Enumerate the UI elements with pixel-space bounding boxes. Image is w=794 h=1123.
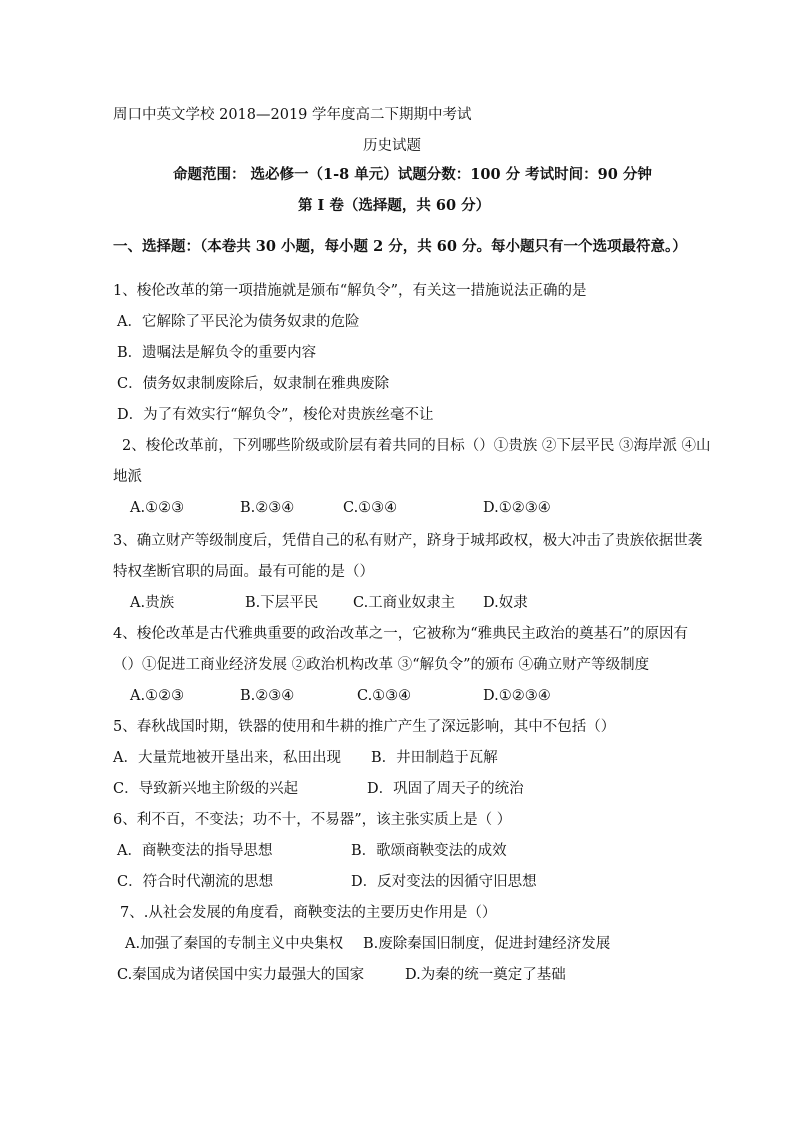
option-d: D．反对变法的因循守旧思想 (351, 874, 537, 890)
school-exam-title: 周口中英文学校 2018—2019 学年度高二下期期中考试 (113, 107, 472, 123)
question-stem-continued: 特权垄断官职的局面。最有可能的是（） (113, 564, 374, 580)
option-c: C．符合时代潮流的思想 (117, 874, 274, 890)
option-b: B.②③④ (240, 688, 295, 704)
subject-title: 历史试题 (363, 138, 421, 154)
option-c: C.工商业奴隶主 (353, 595, 456, 611)
option-d: D.①②③④ (483, 688, 551, 704)
section-title: 一、选择题：（本卷共 30 小题，每小题 2 分，共 60 分。每小题只有一个选项最符意。） (113, 238, 687, 255)
question-stem-continued: （）①促进工商业经济发展 ②政治机构改革 ③“解负令”的颁布 ④确立财产等级制度 (113, 657, 650, 673)
option-a: A．它解除了平民沦为债务奴隶的危险 (117, 314, 360, 330)
question-stem: 7、.从社会发展的角度看，商鞅变法的主要历史作用是（） (120, 905, 497, 921)
option-b: B．井田制趋于瓦解 (371, 750, 498, 766)
option-d: D.奴隶 (483, 595, 528, 611)
question-stem: 3、确立财产等级制度后，凭借自己的私有财产，跻身于城邦政权，极大冲击了贵族依据世袭 (113, 533, 703, 549)
option-d: D．巩固了周天子的统治 (367, 781, 524, 797)
option-c: C.①③④ (343, 500, 398, 516)
volume-heading: 第 I 卷（选择题，共 60 分） (298, 197, 491, 214)
question-stem: 6、利不百，不变法；功不十，不易器”，该主张实质上是（ ） (113, 812, 512, 828)
question-stem: 5、春秋战国时期，铁器的使用和牛耕的推广产生了深远影响，其中不包括（） (113, 719, 616, 735)
option-d: D．为了有效实行“解负令”，梭伦对贵族丝毫不让 (117, 407, 434, 423)
question-stem-continued: 地派 (113, 469, 142, 485)
question-stem: 4、梭伦改革是古代雅典重要的政治改革之一，它被称为“雅典民主政治的奠基石”的原因有 (113, 626, 689, 642)
exam-info: 命题范围： 选必修一（1-8 单元）试题分数：100 分 考试时间：90 分钟 (173, 166, 652, 183)
option-b: B．歌颂商鞅变法的成效 (351, 843, 507, 859)
option-a: A．大量荒地被开垦出来，私田出现 (113, 750, 341, 766)
option-d: D.为秦的统一奠定了基础 (405, 967, 566, 983)
option-a: A.加强了秦国的专制主义中央集权 (125, 936, 344, 952)
option-a: A.①②③ (130, 500, 185, 516)
question-stem: 1、梭伦改革的第一项措施就是颁布“解负令”，有关这一措施说法正确的是 (113, 283, 587, 299)
option-b: B.废除秦国旧制度，促进封建经济发展 (363, 936, 611, 952)
option-c: C.秦国成为诸侯国中实力最强大的国家 (117, 967, 365, 983)
question-stem: 2、梭伦改革前，下列哪些阶级或阶层有着共同的目标（）①贵族 ②下层平民 ③海岸派 ④山 (122, 438, 711, 454)
option-b: B.下层平民 (245, 595, 319, 611)
option-b: B．遗嘱法是解负令的重要内容 (117, 345, 317, 361)
option-b: B.②③④ (240, 500, 295, 516)
option-a: A．商鞅变法的指导思想 (117, 843, 273, 859)
option-a: A.贵族 (130, 595, 175, 611)
option-d: D.①②③④ (483, 500, 551, 516)
option-c: C.①③④ (357, 688, 412, 704)
option-c: C．导致新兴地主阶级的兴起 (113, 781, 299, 797)
option-a: A.①②③ (130, 688, 185, 704)
option-c: C．债务奴隶制废除后，奴隶制在雅典废除 (117, 376, 390, 392)
